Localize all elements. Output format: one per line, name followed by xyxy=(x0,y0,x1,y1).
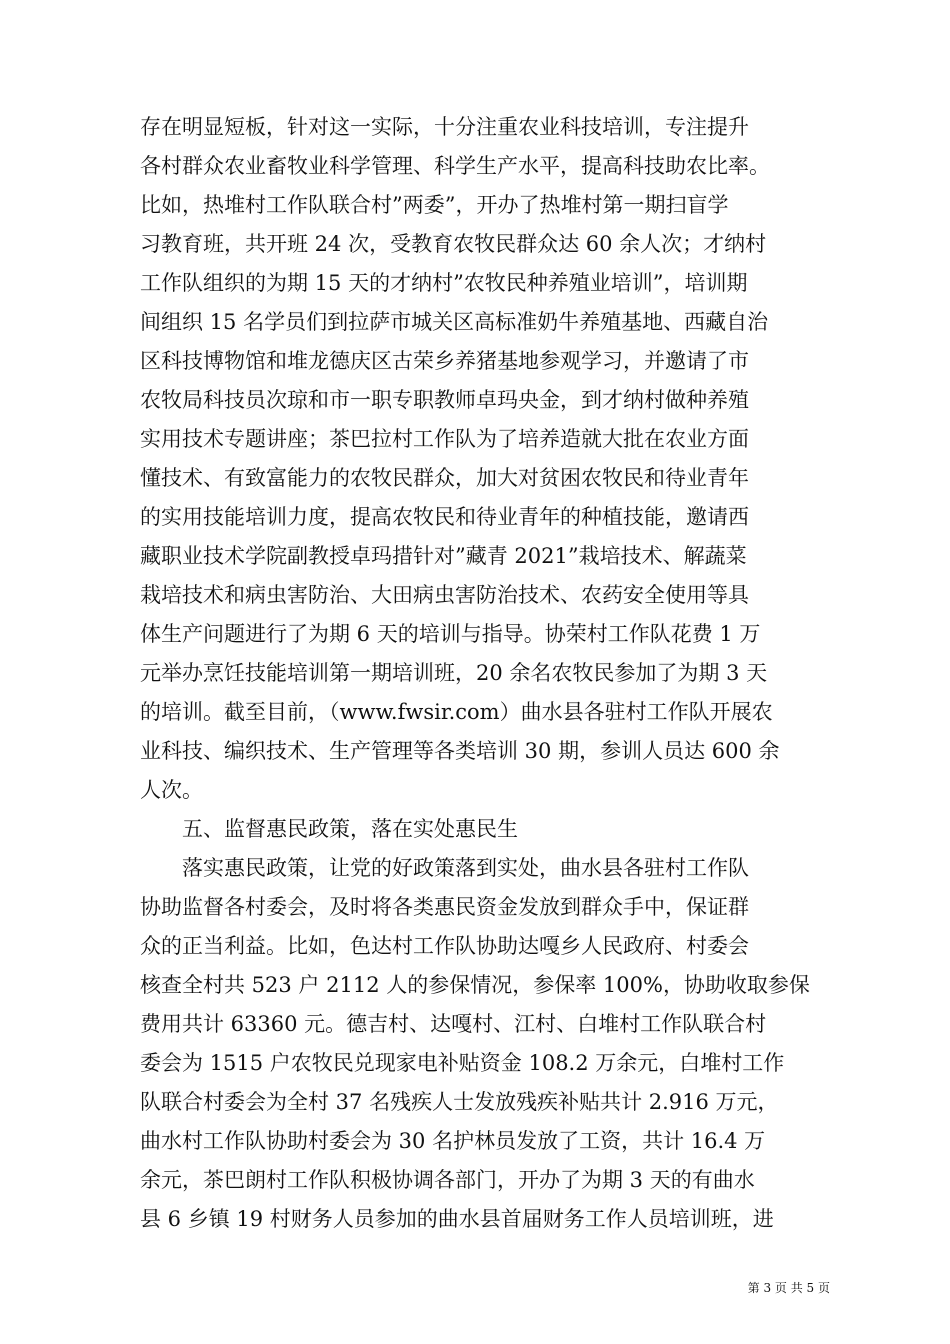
text-line: 懂技术、有致富能力的农牧民群众，加大对贫困农牧民和待业青年 xyxy=(140,466,749,490)
text-line: 县 6 乡镇 19 村财务人员参加的曲水县首届财务工作人员培训班，进 xyxy=(140,1207,774,1231)
text-line: 工作队组织的为期 15 天的才纳村”农牧民种养殖业培训”，培训期 xyxy=(140,271,748,295)
text-line: 的培训。截至目前，（www.fwsir.com）曲水县各驻村工作队开展农 xyxy=(140,700,773,724)
text-line: 存在明显短板，针对这一实际，十分注重农业科技培训，专注提升 xyxy=(140,115,749,139)
text-line: 比如，热堆村工作队联合村”两委”，开办了热堆村第一期扫盲学 xyxy=(140,193,729,217)
text-line: 间组织 15 名学员们到拉萨市城关区高标准奶牛养殖基地、西藏自治 xyxy=(140,310,769,334)
text-line: 费用共计 63360 元。德吉村、达嘎村、江村、白堆村工作队联合村 xyxy=(140,1012,767,1036)
text-line: 核查全村共 523 户 2112 人的参保情况，参保率 100%，协助收取参保 xyxy=(140,973,810,997)
text-line: 区科技博物馆和堆龙德庆区古荣乡养猪基地参观学习，并邀请了市 xyxy=(140,349,749,373)
text-line: 队联合村委会为全村 37 名残疾人士发放残疾补贴共计 2.916 万元， xyxy=(140,1090,779,1114)
text-line: 元举办烹饪技能培训第一期培训班，20 余名农牧民参加了为期 3 天 xyxy=(140,661,768,685)
text-line: 曲水村工作队协助村委会为 30 名护林员发放了工资，共计 16.4 万 xyxy=(140,1129,766,1153)
text-line: 业科技、编织技术、生产管理等各类培训 30 期，参训人员达 600 余 xyxy=(140,739,780,763)
section-heading: 五、监督惠民政策，落在实处惠民生 xyxy=(182,817,518,841)
text-line: 各村群众农业畜牧业科学管理、科学生产水平，提高科技助农比率。 xyxy=(140,154,770,178)
paragraph-start-line: 落实惠民政策，让党的好政策落到实处，曲水县各驻村工作队 xyxy=(182,856,749,880)
text-line: 栽培技术和病虫害防治、大田病虫害防治技术、农药安全使用等具 xyxy=(140,583,749,607)
text-line: 协助监督各村委会，及时将各类惠民资金发放到群众手中，保证群 xyxy=(140,895,749,919)
text-line: 余元，茶巴朗村工作队积极协调各部门，开办了为期 3 天的有曲水 xyxy=(140,1168,755,1192)
page-number-footer: 第 3 页 共 5 页 xyxy=(747,1281,830,1295)
text-line: 习教育班，共开班 24 次，受教育农牧民群众达 60 余人次；才纳村 xyxy=(140,232,767,256)
body-text xyxy=(140,108,820,1239)
text-line: 农牧局科技员次琼和市一职专职教师卓玛央金，到才纳村做种养殖 xyxy=(140,388,749,412)
text-line: 实用技术专题讲座；茶巴拉村工作队为了培养造就大批在农业方面 xyxy=(140,427,749,451)
text-line: 众的正当利益。比如，色达村工作队协助达嘎乡人民政府、村委会 xyxy=(140,934,749,958)
text-line: 藏职业技术学院副教授卓玛措针对”藏青 2021”栽培技术、解蔬菜 xyxy=(140,544,747,568)
text-line: 人次。 xyxy=(140,778,203,802)
text-line: 委会为 1515 户农牧民兑现家电补贴资金 108.2 万余元，白堆村工作 xyxy=(140,1051,785,1075)
text-line: 体生产问题进行了为期 6 天的培训与指导。协荣村工作队花费 1 万 xyxy=(140,622,761,646)
text-line: 的实用技能培训力度，提高农牧民和待业青年的种植技能，邀请西 xyxy=(140,505,749,529)
